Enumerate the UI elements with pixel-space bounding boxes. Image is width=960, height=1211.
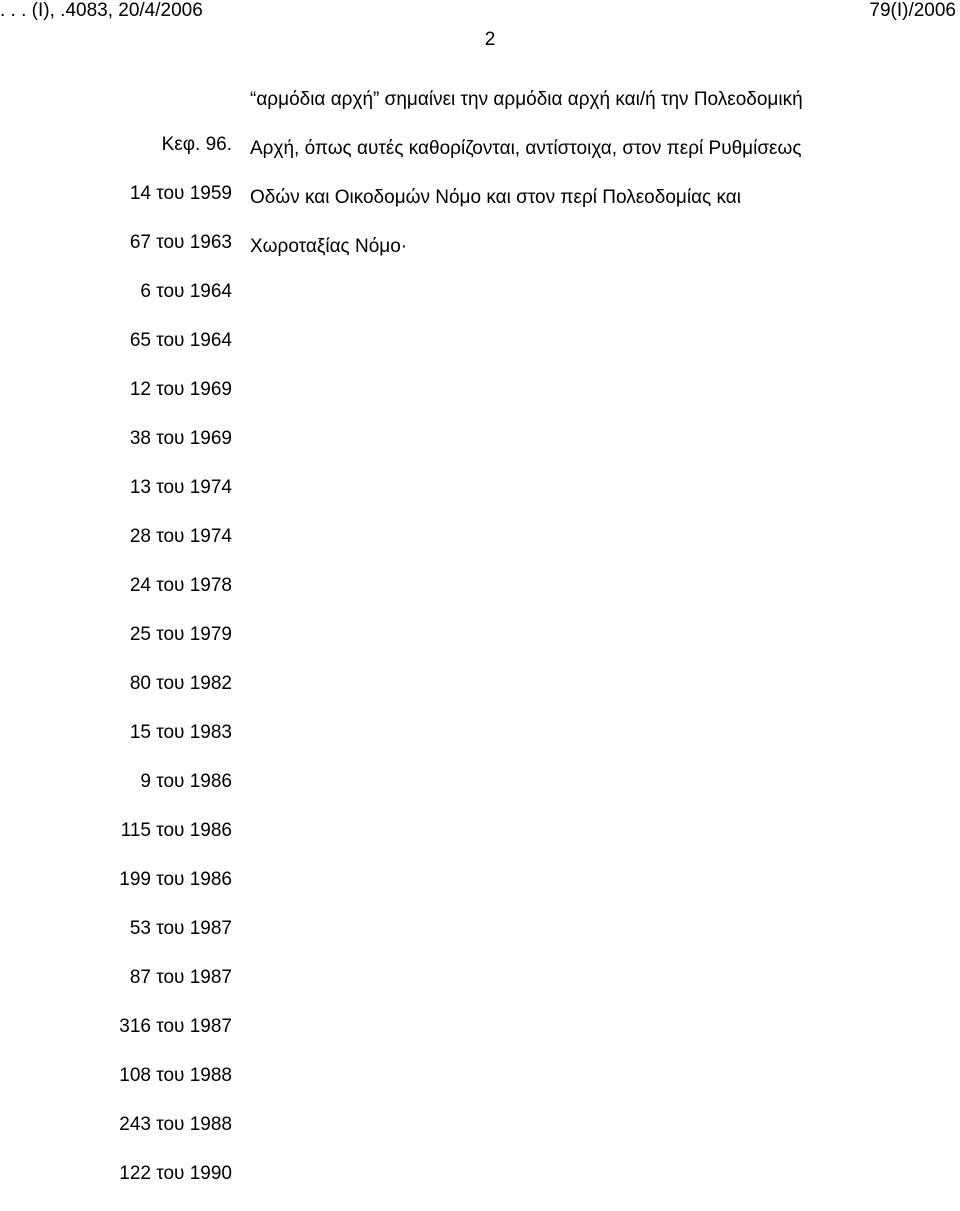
margin-ref: 199 του 1986 xyxy=(119,869,232,890)
margin-ref: 316 του 1987 xyxy=(119,1016,232,1037)
margin-ref: 13 του 1974 xyxy=(129,477,232,498)
definition-line: Χωροταξίας Νόμο· xyxy=(250,236,408,257)
margin-ref: 6 του 1964 xyxy=(140,281,232,302)
definition-line: Αρχή, όπως αυτές καθορίζονται, αντίστοιχα, στον περί Ρυθμίσεως xyxy=(250,138,802,159)
page-number: 2 xyxy=(484,29,496,50)
margin-ref: 24 του 1978 xyxy=(129,575,232,596)
margin-ref: 87 του 1987 xyxy=(129,967,232,988)
margin-ref: 14 του 1959 xyxy=(129,183,232,204)
margin-ref: 108 του 1988 xyxy=(119,1065,232,1086)
margin-ref: 65 του 1964 xyxy=(129,330,232,351)
margin-ref: 25 του 1979 xyxy=(129,624,232,645)
margin-ref: 115 του 1986 xyxy=(120,820,232,841)
margin-ref: 67 του 1963 xyxy=(129,232,232,253)
margin-ref: Κεφ. 96. xyxy=(161,134,232,155)
margin-ref: 12 του 1969 xyxy=(129,379,232,400)
margin-ref: 15 του 1983 xyxy=(129,722,232,743)
margin-ref: 243 του 1988 xyxy=(119,1114,232,1135)
marginal-law-references xyxy=(0,133,232,1211)
margin-ref: 122 του 1990 xyxy=(119,1163,232,1184)
margin-ref: 9 του 1986 xyxy=(140,771,232,792)
running-header-left: . . . (Ι), .4083, 20/4/2006 xyxy=(0,0,203,21)
margin-ref: 80 του 1982 xyxy=(129,673,232,694)
margin-ref: 53 του 1987 xyxy=(129,918,232,939)
definition-line: “αρμόδια αρχή” σημαίνει την αρμόδια αρχή και/ή την Πολεοδομική xyxy=(250,89,803,110)
margin-ref: 38 του 1969 xyxy=(129,428,232,449)
running-header-right: 79(Ι)/2006 xyxy=(869,0,956,21)
definition-line: Οδών και Οικοδομών Νόμο και στον περί Πολεοδομίας και xyxy=(250,187,741,208)
margin-ref: 28 του 1974 xyxy=(129,526,232,547)
